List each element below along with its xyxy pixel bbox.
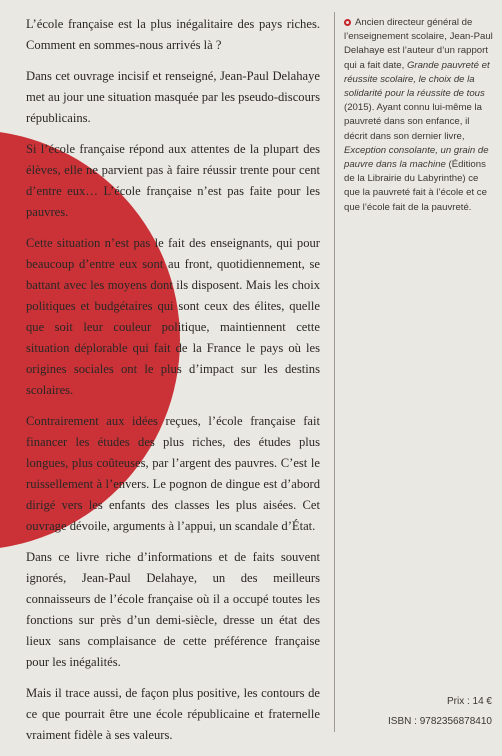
- author-bio: [344, 16, 494, 215]
- paragraph-7: Mais il trace aussi, de façon plus positive, les contours de ce que pourrait être une école républicaine et fraternelle vraiment fidèle à ses valeurs.: [26, 686, 320, 742]
- paragraph-3: Si l’école française répond aux attentes de la plupart des élèves, elle ne parvient pas à faire réussir trente pour cent d’entre eux… L’école française n’est pas faite pour les pauvres.: [26, 142, 320, 219]
- paragraph-4: Cette situation n’est pas le fait des enseignants, qui pour beaucoup d’entre eux sont au front, quotidiennement, se battant avec les moyens dont ils disposent. Mais les choix politiques et budgétaires qui sont ceux des élites, quelle que soit leur couleur politique, maintiennent cette situation déplorable qui fait de la France le pays où les origines sociales ont le plus d’impact sur les destins scolaires.: [26, 236, 320, 397]
- bio-text-2: (2015). Ayant connu lui-même la pauvreté dans son enfance, il décrit dans son dernier livre,: [344, 102, 482, 142]
- isbn-label: ISBN : 9782356878410: [388, 716, 492, 727]
- bio-book-title: Exception consolante, un grain de pauvre dans la machine: [344, 144, 489, 171]
- column-divider: [334, 12, 335, 732]
- price-label: Prix : 14 €: [446, 696, 492, 707]
- paragraph-5: Contrairement aux idées reçues, l’école française fait financer les études des plus riches, des études plus longues, plus coûteuses, par l’argent des pauvres. C’est le ruissellement à l’envers. Le pognon de dingue est d’abord dirigé vers les enfants des classes les plus aisées. Cet ouvrage dévoile, arguments à l’appui, un scandale d’État.: [26, 414, 320, 533]
- paragraph-2: Dans cet ouvrage incisif et renseigné, Jean-Paul Delahaye met au jour une situation masquée par les pseudo-discours républicains.: [26, 69, 320, 125]
- bio-report-title: Grande pauvreté et réussite scolaire, le choix de la solidarité pour la réussite de tous: [344, 59, 490, 100]
- bio-text-3: (Éditions de la Librairie du Labyrinthe) ce que la pauvreté fait à l’école et ce que l’école fait de la pauvreté.: [344, 159, 487, 213]
- paragraph-6: Dans ce livre riche d’informations et de faits souvent ignorés, Jean-Paul Delahaye, un des meilleurs connaisseurs de l’école française où il a occupé toutes les fonctions sur près d’un demi-siècle, dresse un état des lieux sans complaisance de cette préférence française pour les inégalités.: [26, 550, 320, 669]
- back-cover-summary: [26, 14, 320, 756]
- bio-text-1: Ancien directeur général de l’enseignement scolaire, Jean-Paul Delahaye est l’auteur d’un rapport qui a fait date,: [344, 17, 493, 71]
- bullet-circle-icon: [344, 19, 351, 26]
- paragraph-1: L’école française est la plus inégalitaire des pays riches. Comment en sommes-nous arrivés là ?: [26, 17, 320, 52]
